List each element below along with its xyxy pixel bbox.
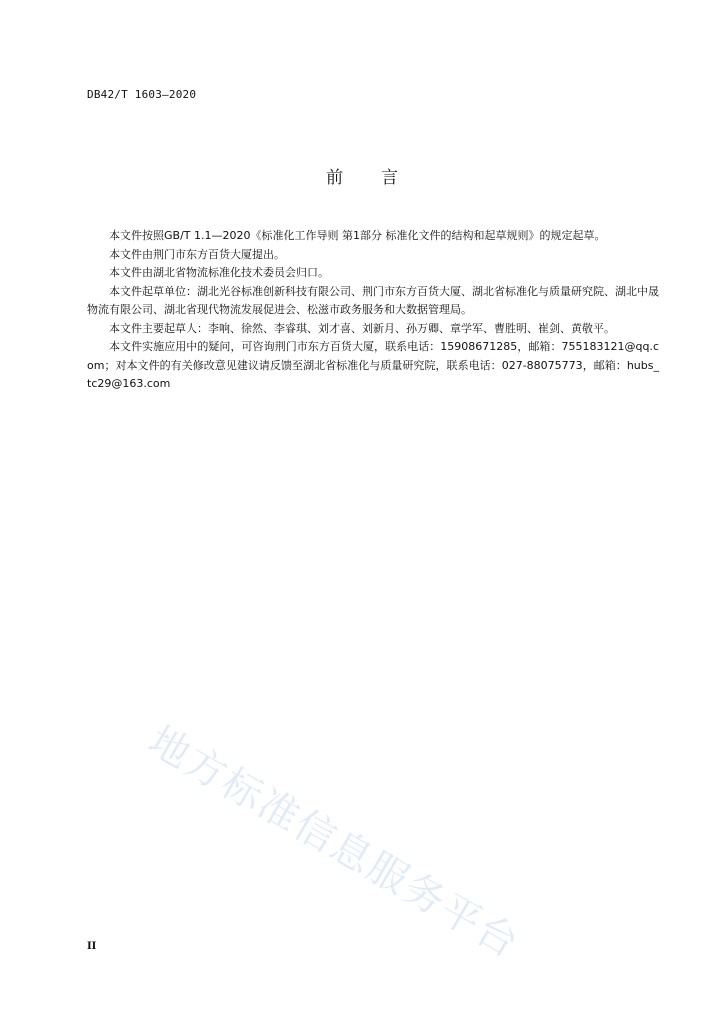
paragraph-drafting-units: 本文件起草单位：湖北光谷标准创新科技有限公司、荆门市东方百货大厦、湖北省标准化与质量研究院、湖北中晟物流有限公司、湖北省现代物流发展促进会、松滋市政务服务和大数据管理局。 [87,284,659,316]
paragraph-centralized-unit: 本文件由湖北省物流标准化技术委员会归口。 [109,266,329,279]
standard-code: DB42/T 1603—2020 [87,88,197,101]
page-number: II [87,941,97,952]
page-title [0,163,724,188]
title-char-1: 前 [326,168,343,188]
paragraph-proposer: 本文件由荆门市东方百货大厦提出。 [109,247,285,261]
paragraph-contact: 本文件实施应用中的疑问，可咨询荆门市东方百货大厦，联系电话：15908671285，邮箱：755183121@qq.com；对本文件的有关修改意见建议请反馈至湖北省标准化与质量研究院，联系电话：027-88075773，邮箱：hubs_tc29@163.com [87,340,659,390]
foreword-body [87,227,659,394]
paragraph-drafting-basis: 本文件按照GB/T 1.1—2020《标准化工作导则 第1部分 标准化文件的结构和起草规则》的规定起草。 [109,229,606,242]
title-char-2: 言 [381,168,398,188]
paragraph-drafters: 本文件主要起草人：李响、徐然、李睿琪、刘才喜、刘新月、孙万卿、章学军、曹胜明、崔剑、黄敬平。 [109,321,615,335]
watermark: 地方标准信息服务平台 [140,717,528,968]
